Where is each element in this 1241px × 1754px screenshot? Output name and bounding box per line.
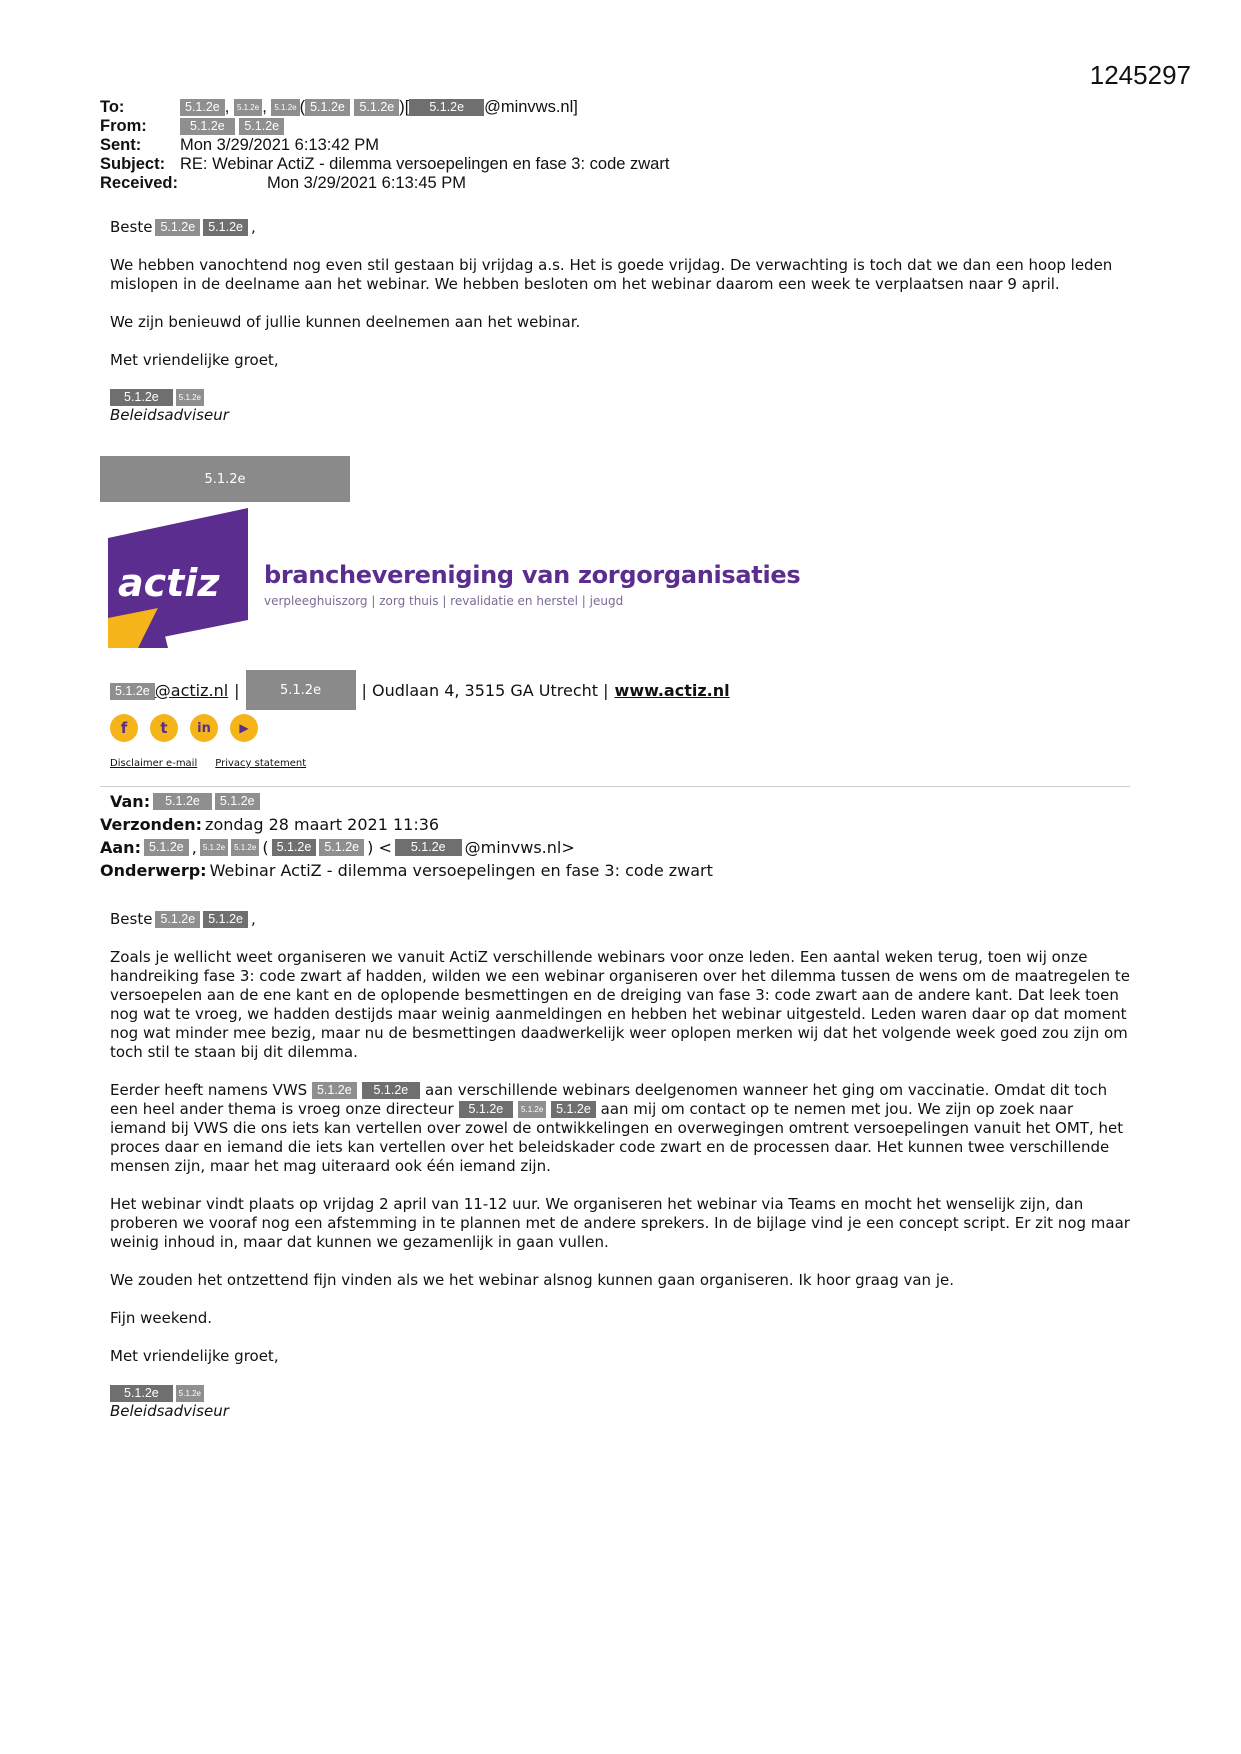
original-closing: Met vriendelijke groet, xyxy=(110,1347,279,1365)
onderwerp-label: Onderwerp: xyxy=(100,861,207,880)
redaction: 5.1.2e xyxy=(362,1082,421,1099)
subject-label: Subject: xyxy=(100,155,166,173)
redaction: 5.1.2e xyxy=(459,1101,514,1118)
original-paragraph-1: Zoals je wellicht weet organiseren we vanuit ActiZ verschillende webinars voor onze leden. Een aantal weken terug, toen wij onze handreiking fase 3: code zwart af hadden, wilden we een webinar organiseren over het dilemma tussen de wens om de maatregelen te versoepelen aan de ene kant en de oplopende besmettingen en de dreiging van fase 3: code zwart aan de andere kant. Dat leek toen nog wat te vroeg, we hadden destijds maar weinig aanmeldingen en hebben het webinar uitgesteld. Leden waren daar op dat moment nog wat minder mee bezig, maar nu de besmettingen daadwerkelijk weer oplopen merken wij dat het volgende week goed zou zijn om toch stil te staan bij dit dilemma. xyxy=(110,948,1130,1061)
redaction: 5.1.2e xyxy=(180,118,235,135)
website-link[interactable]: www.actiz.nl xyxy=(614,680,730,700)
sent-row xyxy=(100,136,669,155)
reply-signature-name xyxy=(110,389,1130,406)
sent-value: Mon 3/29/2021 6:13:42 PM xyxy=(180,136,380,154)
legal-links xyxy=(110,758,306,769)
redaction: 5.1.2e xyxy=(180,99,225,116)
document-number: 1245297 xyxy=(1089,60,1191,90)
received-label: Received: xyxy=(100,174,178,192)
contact-line: 5.1.2e @actiz.nl | 5.1.2e | Oudlaan 4, 3515 GA Utrecht | www.actiz.nl xyxy=(110,670,730,710)
phone-redaction: 5.1.2e xyxy=(246,670,356,710)
facebook-icon[interactable]: f xyxy=(110,714,138,742)
to-label: To: xyxy=(100,98,125,116)
redaction: 5.1.2e xyxy=(110,389,173,406)
reply-closing: Met vriendelijke groet, xyxy=(110,351,279,369)
social-links xyxy=(110,714,258,742)
van-label: Van: xyxy=(110,792,151,811)
reply-paragraph-1: We hebben vanochtend nog even stil gestaan bij vrijdag a.s. Het is goede vrijdag. De verwachting is toch dat we dan een hoop leden mislopen in de deelname aan het webinar. We hebben besloten om het webinar daarom een week te verplaatsen naar 9 april. xyxy=(110,256,1113,293)
redaction: 5.1.2e xyxy=(395,839,462,856)
to-domain: @minvws.nl] xyxy=(484,98,578,116)
from-row xyxy=(100,117,669,136)
greeting-text: Beste xyxy=(110,910,153,928)
verzonden-label: Verzonden: xyxy=(100,815,203,834)
original-signature-name xyxy=(110,1385,1130,1402)
redaction: 5.1.2e xyxy=(551,1101,596,1118)
sent-label: Sent: xyxy=(100,136,142,154)
brand-name: branchevereniging van zorgorganisaties xyxy=(264,561,801,589)
redaction: 5.1.2e xyxy=(155,911,200,928)
redaction: 5.1.2e xyxy=(518,1101,546,1118)
to-row xyxy=(100,98,669,117)
brand-tagline: verpleeghuiszorg | zorg thuis | revalidatie en herstel | jeugd xyxy=(264,594,624,608)
redaction: 5.1.2e xyxy=(110,683,155,700)
subject-value: RE: Webinar ActiZ - dilemma versoepelingen en fase 3: code zwart xyxy=(180,155,670,173)
redaction: 5.1.2e xyxy=(272,839,317,856)
subject-row xyxy=(100,155,669,174)
greeting-text: Beste xyxy=(110,218,153,236)
from-sender xyxy=(180,117,284,136)
twitter-icon[interactable]: t xyxy=(150,714,178,742)
redaction: 5.1.2e xyxy=(319,839,364,856)
from-label: From: xyxy=(100,117,147,135)
redaction: 5.1.2e xyxy=(215,793,260,810)
original-greeting: Beste 5.1.2e 5.1.2e , xyxy=(110,910,256,928)
logo-text: actiz xyxy=(118,561,220,605)
original-body xyxy=(110,910,1130,1421)
address: | Oudlaan 4, 3515 GA Utrecht | xyxy=(361,680,609,700)
redaction: 5.1.2e xyxy=(176,389,204,406)
aan-row: Aan: 5.1.2e , 5.1.2e 5.1.2e ( 5.1.2e 5.1.2e ) < 5.1.2e @minvws.nl> xyxy=(100,838,575,857)
redaction: 5.1.2e xyxy=(176,1385,204,1402)
redaction: 5.1.2e xyxy=(203,219,248,236)
original-paragraph-2: Eerder heeft namens VWS 5.1.2e 5.1.2e aan verschillende webinars deelgenomen wanneer het ging om vaccinatie. Omdat dit toch een heel ander thema is vroeg onze directeur 5.1.2e 5.1.2e 5.1.2e aan mij om contact op te nemen met jou. We zijn op zoek naar iemand bij VWS die ons iets kan vertellen over zowel de ontwikkelingen en overwegingen omtrent versoepelingen vanuit het OMT, het proces daar en iemand die iets kan vertellen over het beleidskader code zwart en de processen daar. Het kunnen twee verschillende mensen zijn, maar het mag uiteraard ook één iemand zijn. xyxy=(110,1081,1124,1175)
separator-line xyxy=(100,786,1130,787)
original-paragraph-5: Fijn weekend. xyxy=(110,1309,213,1327)
redaction: 5.1.2e xyxy=(354,99,399,116)
email-header xyxy=(100,98,669,193)
redaction: 5.1.2e xyxy=(155,219,200,236)
redaction: 5.1.2e xyxy=(239,118,284,135)
privacy-link[interactable]: Privacy statement xyxy=(215,758,307,769)
actiz-logo xyxy=(108,508,248,648)
contact-email[interactable] xyxy=(110,681,228,700)
reply-paragraph-2: We zijn benieuwd of jullie kunnen deelnemen aan het webinar. xyxy=(110,313,581,331)
reply-signature-title: Beleidsadviseur xyxy=(110,406,229,424)
redaction: 5.1.2e xyxy=(305,99,350,116)
reply-greeting: Beste 5.1.2e 5.1.2e , xyxy=(110,218,256,236)
forwarded-header xyxy=(100,790,713,882)
verzonden-value: zondag 28 maart 2021 11:36 xyxy=(205,815,440,834)
email-domain-link[interactable]: @actiz.nl xyxy=(154,680,229,700)
onderwerp-row xyxy=(100,859,713,882)
redaction: 5.1.2e xyxy=(203,911,248,928)
redaction: 5.1.2e xyxy=(110,1385,173,1402)
redaction: 5.1.2e xyxy=(234,99,262,116)
redaction: 5.1.2e xyxy=(312,1082,357,1099)
redaction-block: 5.1.2e xyxy=(100,456,350,502)
original-paragraph-3: Het webinar vindt plaats op vrijdag 2 april van 11-12 uur. We organiseren het webinar via Teams en mocht het wenselijk zijn, dan proberen we vooraf nog een afstemming in te plannen met de andere sprekers. In de bijlage vind je een concept script. Er zit nog maar weinig inhoud in, maar dat kunnen we gezamenlijk in gaan vullen. xyxy=(110,1195,1130,1251)
onderwerp-value: Webinar ActiZ - dilemma versoepelingen en fase 3: code zwart xyxy=(209,861,713,880)
disclaimer-link[interactable]: Disclaimer e-mail xyxy=(110,758,198,769)
van-row xyxy=(110,790,713,813)
redaction: 5.1.2e xyxy=(231,839,259,856)
redaction: 5.1.2e xyxy=(153,793,212,810)
to-recipients: 5.1.2e , 5.1.2e , 5.1.2e ( 5.1.2e 5.1.2e )[ 5.1.2e @minvws.nl] xyxy=(180,98,578,117)
redaction: 5.1.2e xyxy=(200,839,228,856)
received-row xyxy=(100,174,669,193)
aan-domain: @minvws.nl> xyxy=(464,838,575,857)
linkedin-icon[interactable]: in xyxy=(190,714,218,742)
verzonden-row xyxy=(100,813,713,836)
redaction: 5.1.2e xyxy=(409,99,484,116)
redaction: 5.1.2e xyxy=(144,839,189,856)
aan-label: Aan: xyxy=(100,838,141,857)
redaction: 5.1.2e xyxy=(271,99,299,116)
original-paragraph-4: We zouden het ontzettend fijn vinden als we het webinar alsnog kunnen gaan organiseren. Ik hoor graag van je. xyxy=(110,1271,954,1289)
original-signature-title: Beleidsadviseur xyxy=(110,1402,229,1420)
received-value: Mon 3/29/2021 6:13:45 PM xyxy=(267,174,467,192)
youtube-icon[interactable]: ▶ xyxy=(230,714,258,742)
reply-body xyxy=(110,218,1130,425)
